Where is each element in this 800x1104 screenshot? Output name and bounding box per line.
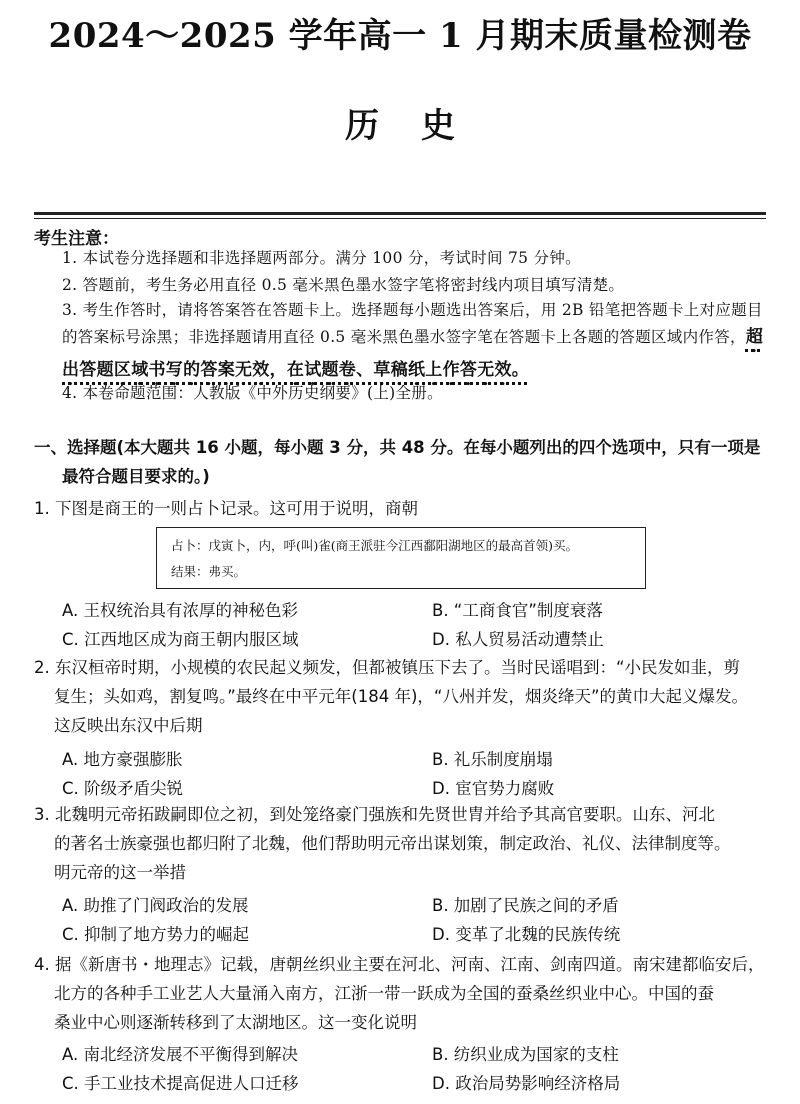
q2-option-b[interactable]: B. 礼乐制度崩塌 <box>432 750 553 769</box>
oracle-record-line2: 结果：弗买。 <box>171 564 247 579</box>
q2-option-d[interactable]: D. 宦官势力腐败 <box>432 779 555 798</box>
section-heading-line2: 最符合题目要求的。) <box>62 467 210 486</box>
q3-option-c[interactable]: C. 抑制了地方势力的崛起 <box>62 925 250 944</box>
question-2-line1: 2. 东汉桓帝时期，小规模的农民起义频发，但都被镇压下去了。当时民谣唱到：“小民发如韭，剪 <box>34 658 741 677</box>
q4-option-d[interactable]: D. 政治局势影响经济格局 <box>432 1074 621 1093</box>
q1-option-d[interactable]: D. 私人贸易活动遭禁止 <box>432 630 604 649</box>
question-3-line1: 3. 北魏明元帝拓跋嗣即位之初，到处笼络豪门强族和先贤世胄并给予其高官要职。山东、河北 <box>34 805 715 824</box>
notice-item-2: 2. 答题前，考生务必用直径 0.5 毫米黑色墨水签字笔将密封线内项目填写清楚。 <box>62 276 625 294</box>
section-heading-line1: 一、选择题(本大题共 16 小题，每小题 3 分，共 48 分。在每小题列出的四个选项中，只有一项是 <box>34 438 761 457</box>
notice-item-1: 1. 本试卷分选择题和非选择题两部分。满分 100 分，考试时间 75 分钟。 <box>62 249 581 267</box>
question-4-line1: 4. 据《新唐书・地理志》记载，唐朝丝织业主要在河北、河南、江南、剑南四道。南宋建都临安后， <box>34 955 765 974</box>
question-3-line3: 明元帝的这一举措 <box>54 863 186 882</box>
notice-item-3-text: 3. 考生作答时，请将答案答在答题卡上。选择题每小题选出答案后，用 2B 铅笔把答题卡上对应题目的答案标号涂黑；非选择题请用直径 0.5 毫米黑色墨水签字笔在答题卡上各题的答题区域内作答， <box>62 301 763 346</box>
section-heading <box>34 433 770 491</box>
question-2-line3: 这反映出东汉中后期 <box>54 716 203 735</box>
q3-option-d[interactable]: D. 变革了北魏的民族传统 <box>432 925 621 944</box>
divider-thin <box>34 218 766 219</box>
question-3-line2: 的著名士族豪强也都归附了北魏，他们帮助明元帝出谋划策，制定政治、礼仪、法律制度等。 <box>54 834 731 853</box>
oracle-record-box <box>156 527 646 589</box>
q4-option-a[interactable]: A. 南北经济发展不平衡得到解决 <box>62 1045 298 1064</box>
q4-option-c[interactable]: C. 手工业技术提高促进人口迁移 <box>62 1074 299 1093</box>
question-4-stem <box>34 950 770 1037</box>
question-3-stem <box>34 800 770 887</box>
exam-title: 2024～2025 学年高一 1 月期末质量检测卷 <box>48 16 752 56</box>
divider-thick <box>34 212 766 215</box>
q3-option-b[interactable]: B. 加剧了民族之间的矛盾 <box>432 896 619 915</box>
question-4-line3: 桑业中心则逐渐转移到了太湖地区。这一变化说明 <box>54 1013 417 1032</box>
question-2-line2: 复生；头如鸡，割复鸣。”最终在中平元年(184 年)，“八州并发，烟炎绛天”的黄巾大起义爆发。 <box>54 687 749 706</box>
q2-option-c[interactable]: C. 阶级矛盾尖锐 <box>62 779 184 798</box>
q3-option-a[interactable]: A. 助推了门阀政治的发展 <box>62 896 249 915</box>
notice-item-4: 4. 本卷命题范围：人教版《中外历史纲要》(上)全册。 <box>62 384 443 402</box>
q4-option-b[interactable]: B. 纺织业成为国家的支柱 <box>432 1045 619 1064</box>
question-1-stem: 1. 下图是商王的一则占卜记录。这可用于说明，商朝 <box>34 499 418 518</box>
q1-option-c[interactable]: C. 江西地区成为商王朝内服区域 <box>62 630 299 649</box>
notice-item-3 <box>62 297 778 390</box>
subject-title: 历史 <box>345 106 497 146</box>
q2-option-a[interactable]: A. 地方豪强膨胀 <box>62 750 183 769</box>
notice-heading: 考生注意： <box>34 229 119 249</box>
q1-option-a[interactable]: A. 王权统治具有浓厚的神秘色彩 <box>62 601 298 620</box>
q1-option-b[interactable]: B. “工商食官”制度衰落 <box>432 601 603 620</box>
question-4-line2: 北方的各种手工业艺人大量涌入南方，江浙一带一跃成为全国的蚕桑丝织业中心。中国的蚕 <box>54 984 714 1003</box>
question-2-stem <box>34 653 770 740</box>
notice-item-3-emphasis: 超出答题区域书写的答案无效，在试题卷、草稿纸上作答无效。 <box>62 327 764 380</box>
oracle-record-line1: 占卜：戊寅卜，内，呼(叫)雀(商王派驻今江西鄱阳湖地区的最高首领)买。 <box>171 538 579 553</box>
